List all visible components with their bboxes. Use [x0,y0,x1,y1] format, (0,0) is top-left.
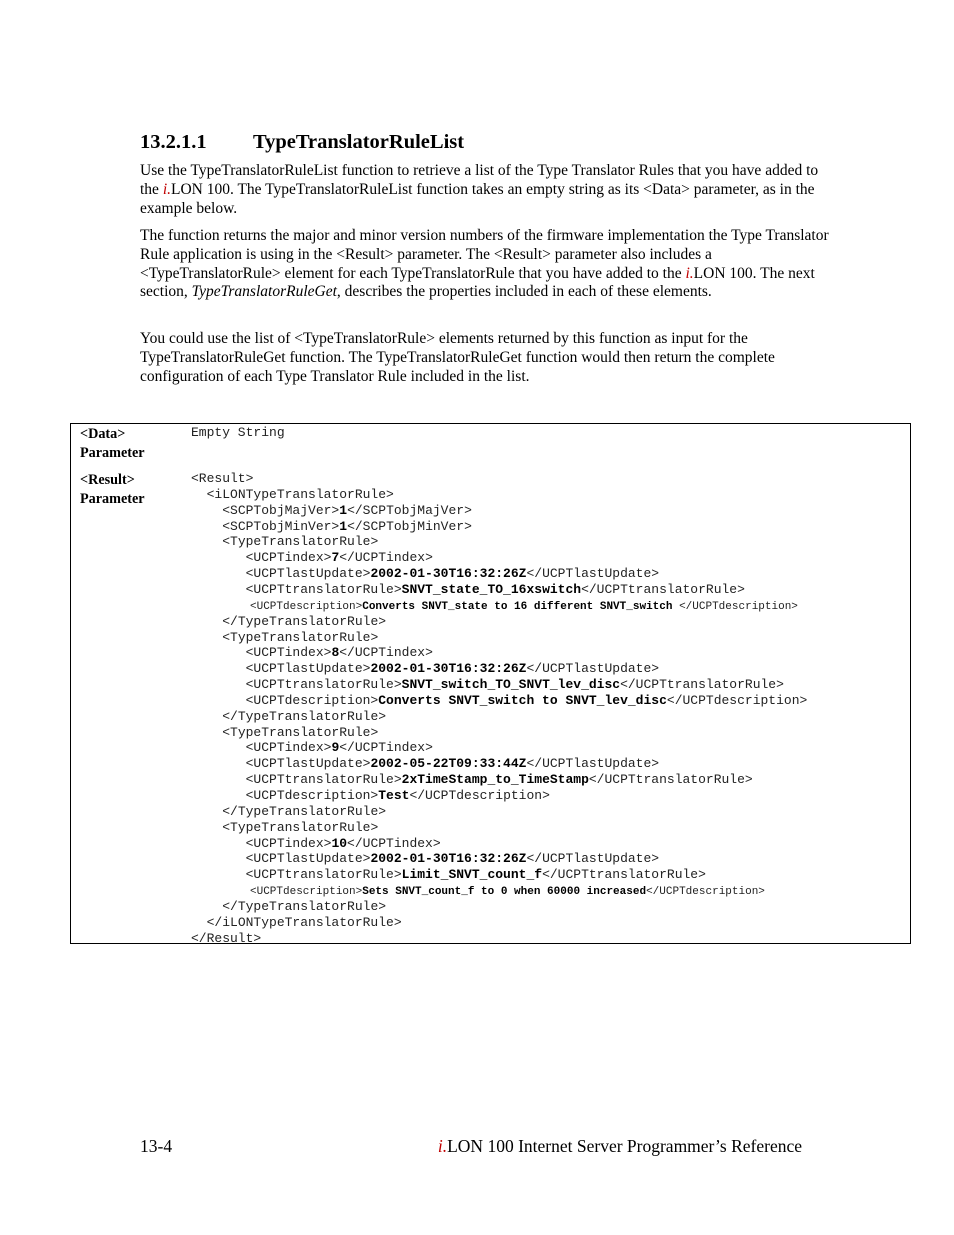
code-tag-open: </TypeTranslatorRule> [222,708,387,724]
code-tag-open: <UCPTtranslatorRule> [245,677,402,693]
section-number: 13.2.1.1 [140,131,207,153]
code-tag-open: <UCPTdescription> [250,886,363,899]
result-code-line [191,471,253,486]
code-tag-open: <Result> [191,471,254,486]
code-value: 2002-05-22T09:33:44Z [370,756,527,772]
code-value: Limit_SNVT_count_f [401,867,543,883]
code-tag-open: </Result> [191,930,262,946]
code-indent [191,645,246,660]
code-value: 8 [331,645,340,661]
paragraph-text: , describes the properties included in each of these elements. [336,283,712,301]
page-number: 13-4 [140,1136,173,1156]
code-tag-close: </UCPTindex> [347,835,441,851]
footer-title [438,1136,802,1157]
code-tag-open: <TypeTranslatorRule> [222,724,379,740]
code-indent [191,487,207,502]
result-parameter-label [80,471,145,508]
code-value: Test [378,788,410,803]
result-code-line [191,931,261,946]
result-code-line [191,550,433,565]
section-title: TypeTranslatorRuleList [253,131,465,153]
code-tag-close: </UCPTtranslatorRule> [620,677,784,693]
code-indent [191,725,222,740]
code-value: 9 [331,740,340,756]
result-code-line [191,851,659,866]
code-tag-open: <iLONTypeTranslatorRule> [206,486,394,502]
result-code-line [191,725,378,740]
code-tag-close: </UCPTdescription> [409,788,550,803]
code-tag-open: <UCPTindex> [245,740,332,756]
code-indent [191,756,246,771]
code-value: 2xTimeStamp_to_TimeStamp [401,772,589,788]
ilon-prefix: i. [162,180,171,198]
code-value: 7 [331,550,340,566]
code-tag-open: <UCPTlastUpdate> [245,566,371,582]
code-tag-open: </TypeTranslatorRule> [222,803,387,819]
code-value: 2002-01-30T16:32:26Z [370,851,527,867]
code-indent [191,788,246,803]
code-tag-open: <UCPTtranslatorRule> [245,772,402,788]
data-parameter-label [80,425,145,462]
paragraph-text: The function returns the major and minor version numbers of the firmware implementation the Type Translator Rule application is using in the <Result> parameter. The <Result> parameter also includes a <TypeTranslatorRule> element for each TypeTranslatorRule that you have added to the [140,227,829,282]
result-code-line [191,503,472,518]
code-tag-close: </UCPTdescription> [646,886,765,899]
code-tag-close: </UCPTtranslatorRule> [542,867,706,883]
result-code-line [191,630,378,645]
code-tag-open: </TypeTranslatorRule> [222,898,387,914]
section-reference: TypeTranslatorRuleGet [191,283,337,301]
code-tag-close: </UCPTlastUpdate> [526,661,660,677]
code-indent [191,550,246,565]
result-code-line [191,487,394,502]
code-value: 1 [339,518,348,534]
code-tag-close: </UCPTdescription> [666,692,808,708]
code-tag-close: </UCPTindex> [339,740,433,756]
code-indent [191,820,222,835]
code-value: 1 [339,502,348,518]
code-tag-open: <UCPTindex> [245,645,332,661]
label-line: Parameter [80,490,145,507]
section-heading [140,131,464,154]
ilon-prefix: i. [685,264,694,282]
code-indent [191,915,207,930]
result-code-line [191,645,433,660]
code-value: Converts SNVT_switch to SNVT_lev_disc [378,692,667,708]
code-tag-open: </TypeTranslatorRule> [222,613,387,629]
code-tag-open: <UCPTtranslatorRule> [245,867,402,883]
result-code-line [191,867,706,882]
code-indent [191,899,222,914]
code-tag-open: <UCPTlastUpdate> [245,661,371,677]
result-code-line [191,534,378,549]
code-tag-open: <UCPTindex> [245,550,332,566]
result-code-line [191,661,659,676]
paragraph-text: Use the TypeTranslatorRuleList function to retrieve a list of the Type Translator Rules that you have added to the [140,162,819,198]
code-tag-close: </UCPTtranslatorRule> [581,581,745,597]
code-tag-open: <UCPTdescription> [245,692,379,708]
code-tag-open: <TypeTranslatorRule> [222,819,379,835]
code-tag-open: <UCPTtranslatorRule> [245,581,402,597]
result-code-line [250,885,765,900]
label-line: <Result> [80,472,135,488]
code-indent [191,836,246,851]
code-indent [191,503,222,518]
data-parameter-value: Empty String [191,425,285,440]
result-code-line [191,772,753,787]
result-code-line [191,519,472,534]
code-indent [191,630,222,645]
result-code-line [191,614,386,629]
result-code-line [191,820,378,835]
code-indent [191,582,246,597]
result-code-line [191,836,441,851]
result-code-line [191,899,386,914]
code-tag-open: <UCPTlastUpdate> [245,756,371,772]
code-tag-open: </iLONTypeTranslatorRule> [206,914,402,930]
code-indent [191,677,246,692]
result-code-line [191,677,784,692]
result-code-line [191,804,386,819]
code-tag-close: </UCPTlastUpdate> [526,566,660,582]
result-code-line [191,756,659,771]
result-code-line [191,915,402,930]
result-code-line [191,693,807,708]
parameter-table [70,423,911,944]
code-indent [191,693,246,708]
code-value: Sets SNVT_count_f to 0 when 60000 increased [362,886,647,899]
code-indent [191,867,246,882]
code-tag-open: <UCPTlastUpdate> [245,851,371,867]
code-indent [191,534,222,549]
code-value: Converts SNVT_state to 16 different SNVT_switch [362,600,680,613]
code-tag-close: </UCPTindex> [339,550,433,566]
label-line: <Data> [80,426,126,442]
code-tag-close: </SCPTobjMajVer> [347,502,472,518]
code-tag-close: </UCPTtranslatorRule> [588,772,753,788]
code-indent [191,614,222,629]
code-tag-open: <UCPTindex> [245,835,332,851]
paragraph-text: LON 100. The TypeTranslatorRuleList function takes an empty string as its <Data> parameter, as in the example below. [140,180,815,217]
result-code-line [191,566,659,581]
intro-paragraph-3: You could use the list of <TypeTranslatorRule> elements returned by this function as input for the TypeTranslatorRuleGet function. The TypeTranslatorRuleGet function would then return the complete configuration of each Type Translator Rule included in the list. [140,330,775,385]
code-tag-close: </UCPTlastUpdate> [526,756,660,772]
result-code-line [191,709,386,724]
code-value: 10 [331,835,348,851]
footer-title-text: LON 100 Internet Server Programmer’s Reference [447,1136,802,1156]
code-indent [191,566,246,581]
result-code-line [250,600,798,615]
code-indent [191,709,222,724]
code-indent [191,772,246,787]
code-tag-open: <UCPTdescription> [245,788,379,803]
code-indent [191,804,222,819]
label-line: Parameter [80,444,145,461]
code-indent [191,851,246,866]
code-tag-open: <SCPTobjMinVer> [222,518,340,534]
code-value: SNVT_switch_TO_SNVT_lev_disc [401,677,621,693]
code-value: 2002-01-30T16:32:26Z [370,661,527,677]
code-indent [191,661,246,676]
code-tag-close: </UCPTindex> [339,645,433,661]
intro-paragraph-1 [140,162,830,218]
code-tag-open: <TypeTranslatorRule> [222,534,379,550]
code-indent [191,519,222,534]
code-tag-close: </UCPTdescription> [679,600,798,613]
result-code-line [191,740,433,755]
code-indent [191,740,246,755]
code-tag-close: </SCPTobjMinVer> [347,518,472,534]
ilon-prefix: i. [437,1136,448,1156]
code-value: 2002-01-30T16:32:26Z [370,566,527,582]
paragraph-text: LON 100. The next section, [140,264,815,301]
code-tag-close: </UCPTlastUpdate> [526,851,660,867]
code-tag-open: <TypeTranslatorRule> [222,629,379,645]
intro-paragraph-2 [140,227,830,302]
code-tag-open: <SCPTobjMajVer> [222,502,340,518]
code-tag-open: <UCPTdescription> [250,600,363,613]
result-code-line [191,788,550,803]
result-code-line [191,582,745,597]
code-value: SNVT_state_TO_16xswitch [401,581,582,597]
